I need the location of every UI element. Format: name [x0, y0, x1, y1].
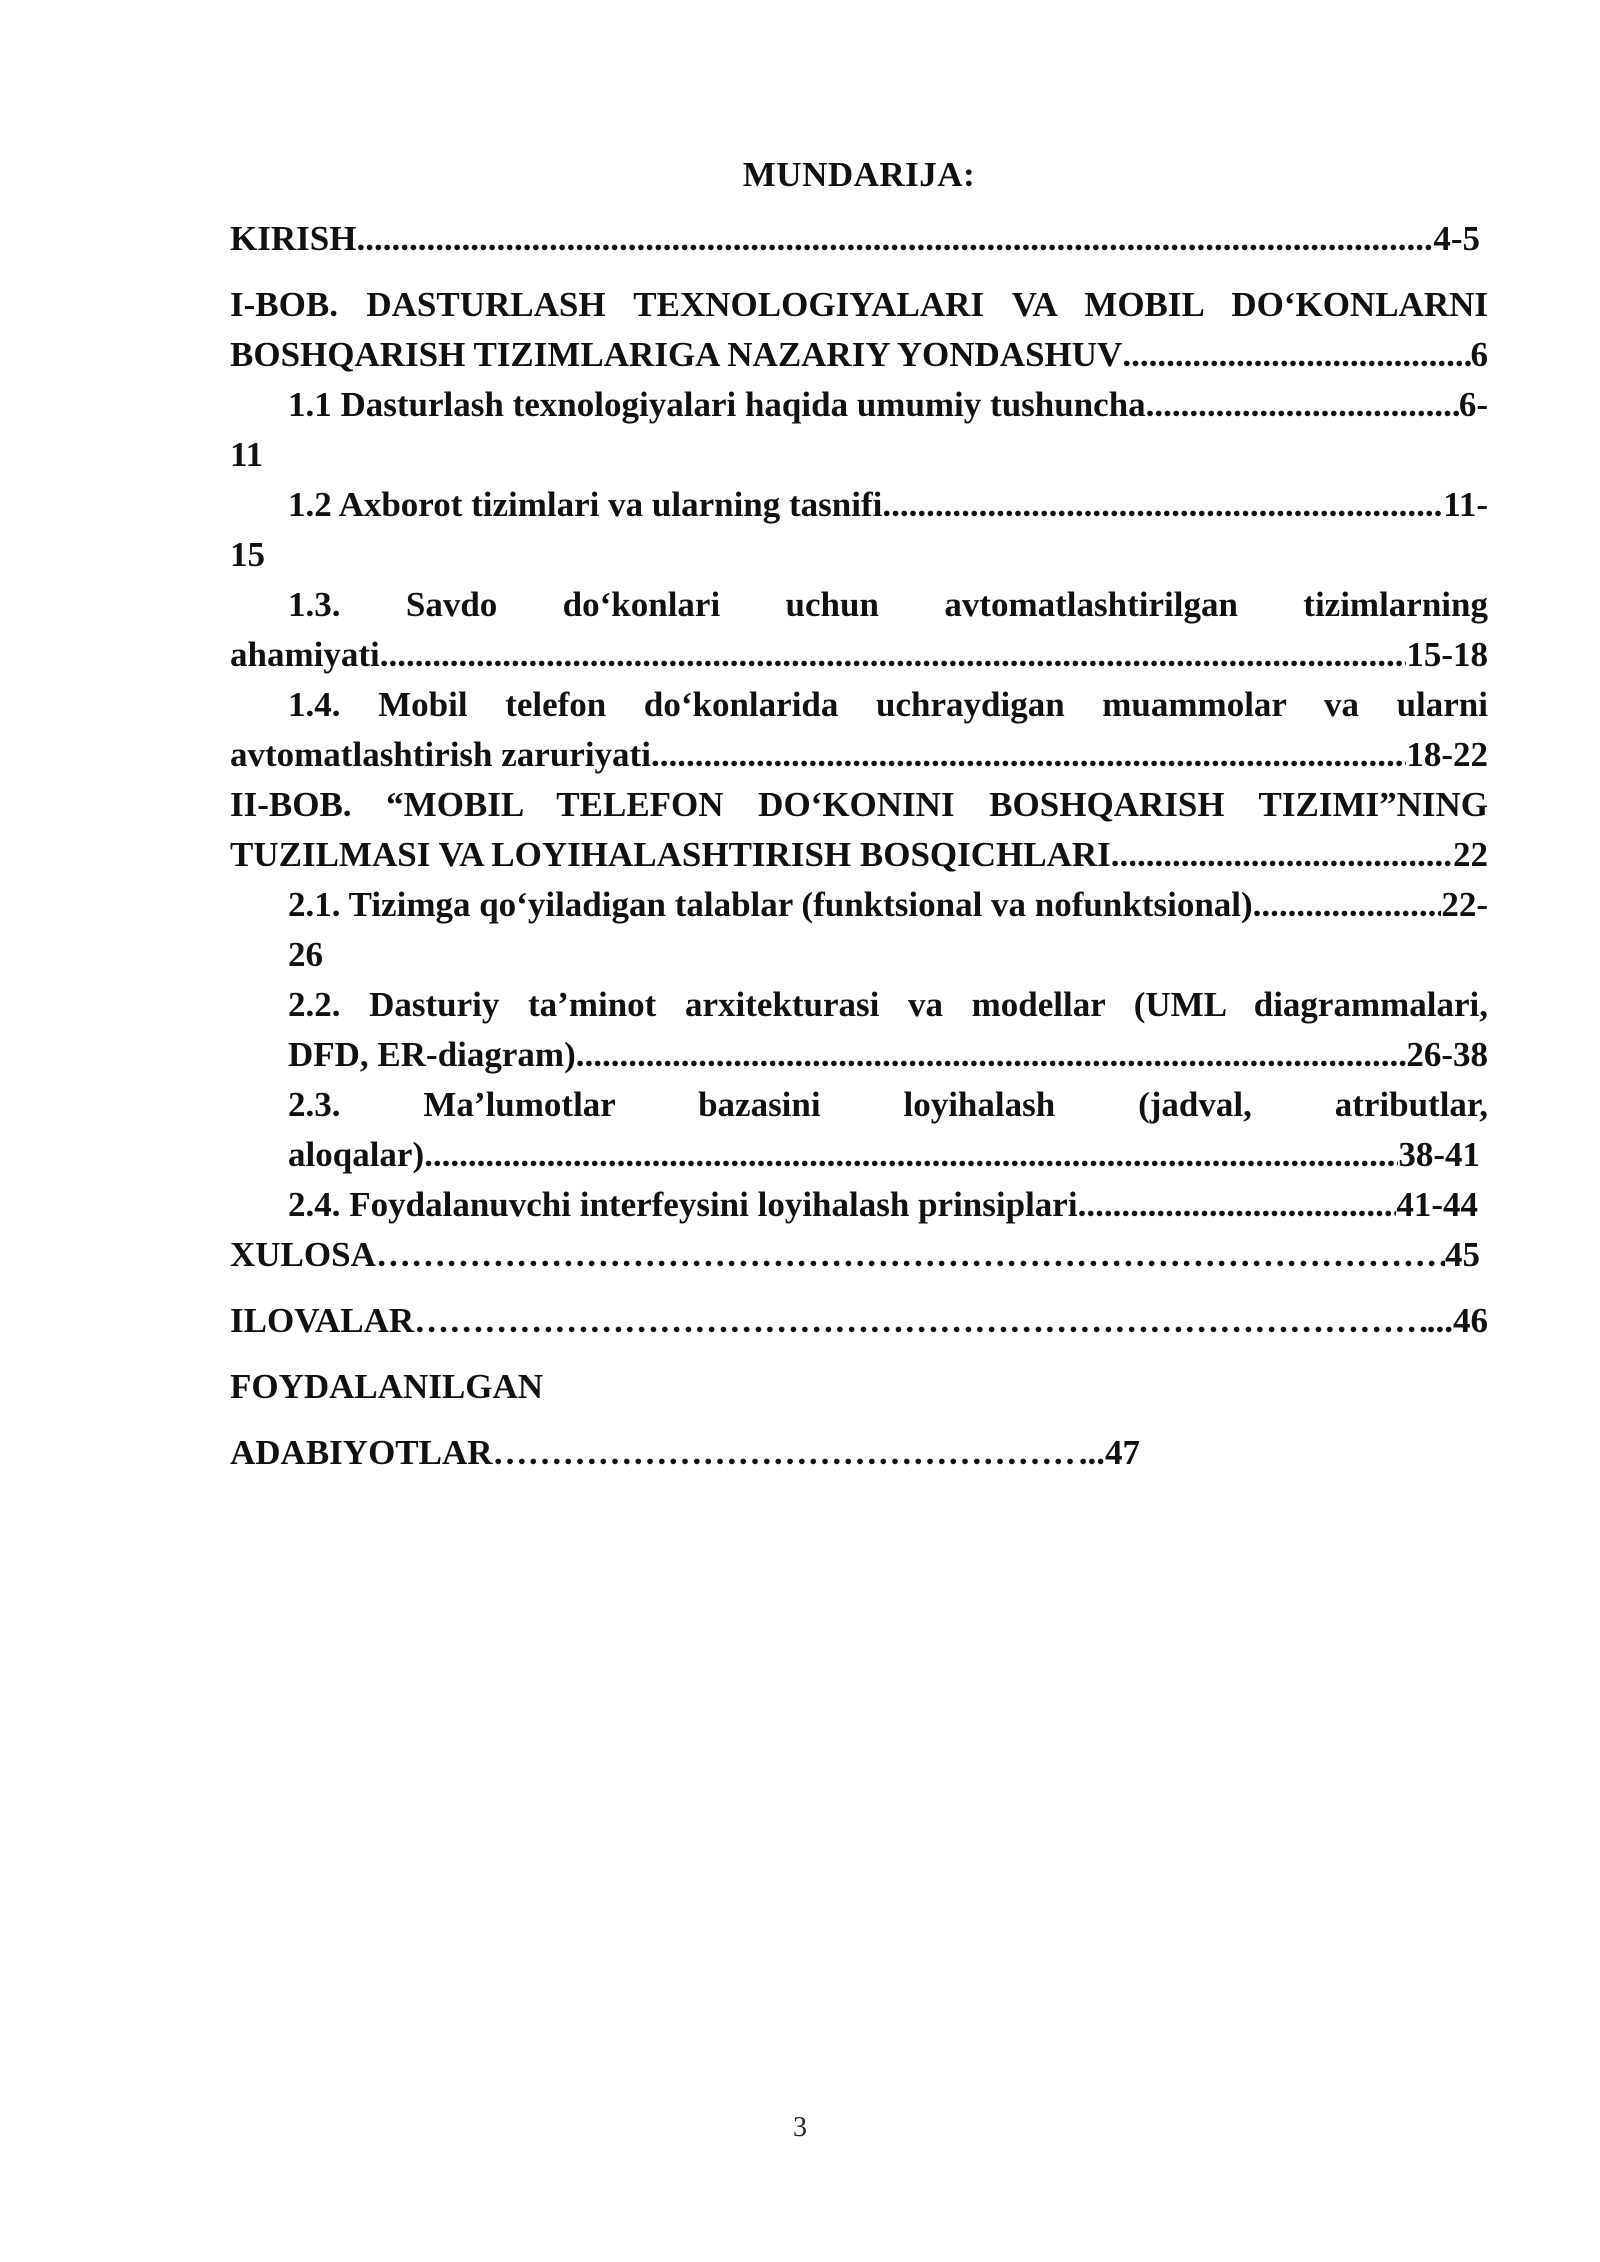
- leader-dots: [1078, 1180, 1397, 1230]
- toc-entry-label: ADABIYOTLAR: [230, 1433, 493, 1472]
- toc-entry-page: 38-41: [1398, 1135, 1480, 1174]
- toc-entry-label: BOSHQARISH TIZIMLARIGA NAZARIY YONDASHUV: [230, 335, 1123, 374]
- leader-dots: [651, 730, 1406, 780]
- toc-entry-page: ...46: [1426, 1301, 1488, 1340]
- toc-entry-page: 45: [1445, 1235, 1480, 1274]
- toc-entry-label: avtomatlashtirish zaruriyati: [230, 735, 651, 774]
- toc-chapter-2-line2: [230, 830, 1488, 880]
- toc-section-2-1: [230, 880, 1488, 930]
- leader-dots: [414, 1296, 1427, 1346]
- toc-entry-label: 1.1 Dasturlash texnologiyalari haqida umumiy tushuncha: [288, 385, 1146, 424]
- table-of-contents: [230, 150, 1488, 1478]
- toc-section-1-3-line2: [230, 630, 1488, 680]
- toc-entry-label: KIRISH: [230, 219, 357, 258]
- leader-dots: [1122, 330, 1470, 380]
- page-number: 3: [793, 2112, 807, 2143]
- toc-entry-label: 2.1. Tizimga qo‘yiladigan talablar (funktsional va nofunktsional): [288, 885, 1253, 924]
- toc-title: MUNDARIJA:: [742, 155, 976, 194]
- toc-section-2-1-page-cont: 26: [288, 935, 323, 974]
- toc-section-1-1-page-cont: 11: [230, 435, 264, 474]
- toc-chapter-2-line1: II-BOB. “MOBIL TELEFON DO‘KONINI BOSHQARISH TIZIMI”NING: [230, 785, 1488, 824]
- toc-entry-page: 4-5: [1433, 219, 1480, 258]
- leader-dots: [380, 630, 1407, 680]
- toc-chapter-1-line1: I-BOB. DASTURLASH TEXNOLOGIYALARI VA MOBIL DO‘KONLARNI: [230, 285, 1488, 324]
- toc-entry-page: 18-22: [1406, 735, 1488, 774]
- toc-entry-page: 22: [1453, 835, 1488, 874]
- leader-dots: [424, 1130, 1398, 1180]
- leader-dots: [576, 1030, 1407, 1080]
- toc-entry-label: DFD, ER-diagram): [288, 1035, 576, 1074]
- leader-dots: [882, 480, 1443, 530]
- toc-entry-adabiyotlar-line2: [230, 1428, 1140, 1478]
- toc-entry-page: 11-: [1443, 485, 1488, 524]
- toc-entry-adabiyotlar-line1: FOYDALANILGAN: [230, 1367, 544, 1406]
- leader-dots: [1253, 880, 1442, 930]
- toc-entry-kirish: [230, 214, 1488, 264]
- toc-section-2-2-line2: [230, 1030, 1488, 1080]
- toc-section-2-2-line1: 2.2. Dasturiy ta’minot arxitekturasi va modellar (UML diagrammalari,: [288, 985, 1488, 1024]
- toc-entry-page: 15-18: [1406, 635, 1488, 674]
- toc-entry-page: 22-: [1441, 885, 1488, 924]
- leader-dots: [1146, 380, 1459, 430]
- toc-chapter-1-line2: [230, 330, 1488, 380]
- toc-entry-label: 2.4. Foydalanuvchi interfeysini loyihalash prinsiplari: [288, 1185, 1078, 1224]
- toc-section-1-3-line1: 1.3. Savdo do‘konlari uchun avtomatlashtirilgan tizimlarning: [288, 585, 1488, 624]
- toc-section-1-4-line1: 1.4. Mobil telefon do‘konlarida uchraydigan muammolar va ularni: [288, 685, 1488, 724]
- toc-entry-page: 6-: [1458, 385, 1488, 424]
- toc-entry-label: TUZILMASI VA LOYIHALASHTIRISH BOSQICHLARI: [230, 835, 1111, 874]
- leader-dots: [356, 214, 1433, 264]
- toc-entry-label: aloqalar): [288, 1135, 425, 1174]
- toc-entry-page: ...47: [1078, 1433, 1140, 1472]
- toc-section-1-2: [230, 480, 1488, 530]
- toc-section-1-4-line2: [230, 730, 1488, 780]
- toc-section-2-3-line1: 2.3. Ma’lumotlar bazasini loyihalash (jadval, atributlar,: [288, 1085, 1488, 1124]
- toc-entry-label: XULOSA: [230, 1235, 376, 1274]
- toc-entry-page: 41-44: [1396, 1185, 1478, 1224]
- toc-section-1-2-page-cont: 15: [230, 535, 265, 574]
- leader-dots: [376, 1230, 1445, 1280]
- leader-dots: [1111, 830, 1453, 880]
- toc-entry-page: 6: [1470, 335, 1488, 374]
- toc-section-1-1: [230, 380, 1488, 430]
- toc-entry-page: 26-38: [1406, 1035, 1488, 1074]
- toc-section-2-4: [230, 1180, 1488, 1230]
- leader-dots: [493, 1428, 1079, 1478]
- toc-entry-label: ILOVALAR: [230, 1301, 415, 1340]
- toc-entry-label: 1.2 Axborot tizimlari va ularning tasnifi: [288, 485, 883, 524]
- toc-entry-xulosa: [230, 1230, 1488, 1280]
- toc-entry-ilovalar: [230, 1296, 1488, 1346]
- toc-section-2-3-line2: [230, 1130, 1488, 1180]
- toc-entry-label: ahamiyati: [230, 635, 380, 674]
